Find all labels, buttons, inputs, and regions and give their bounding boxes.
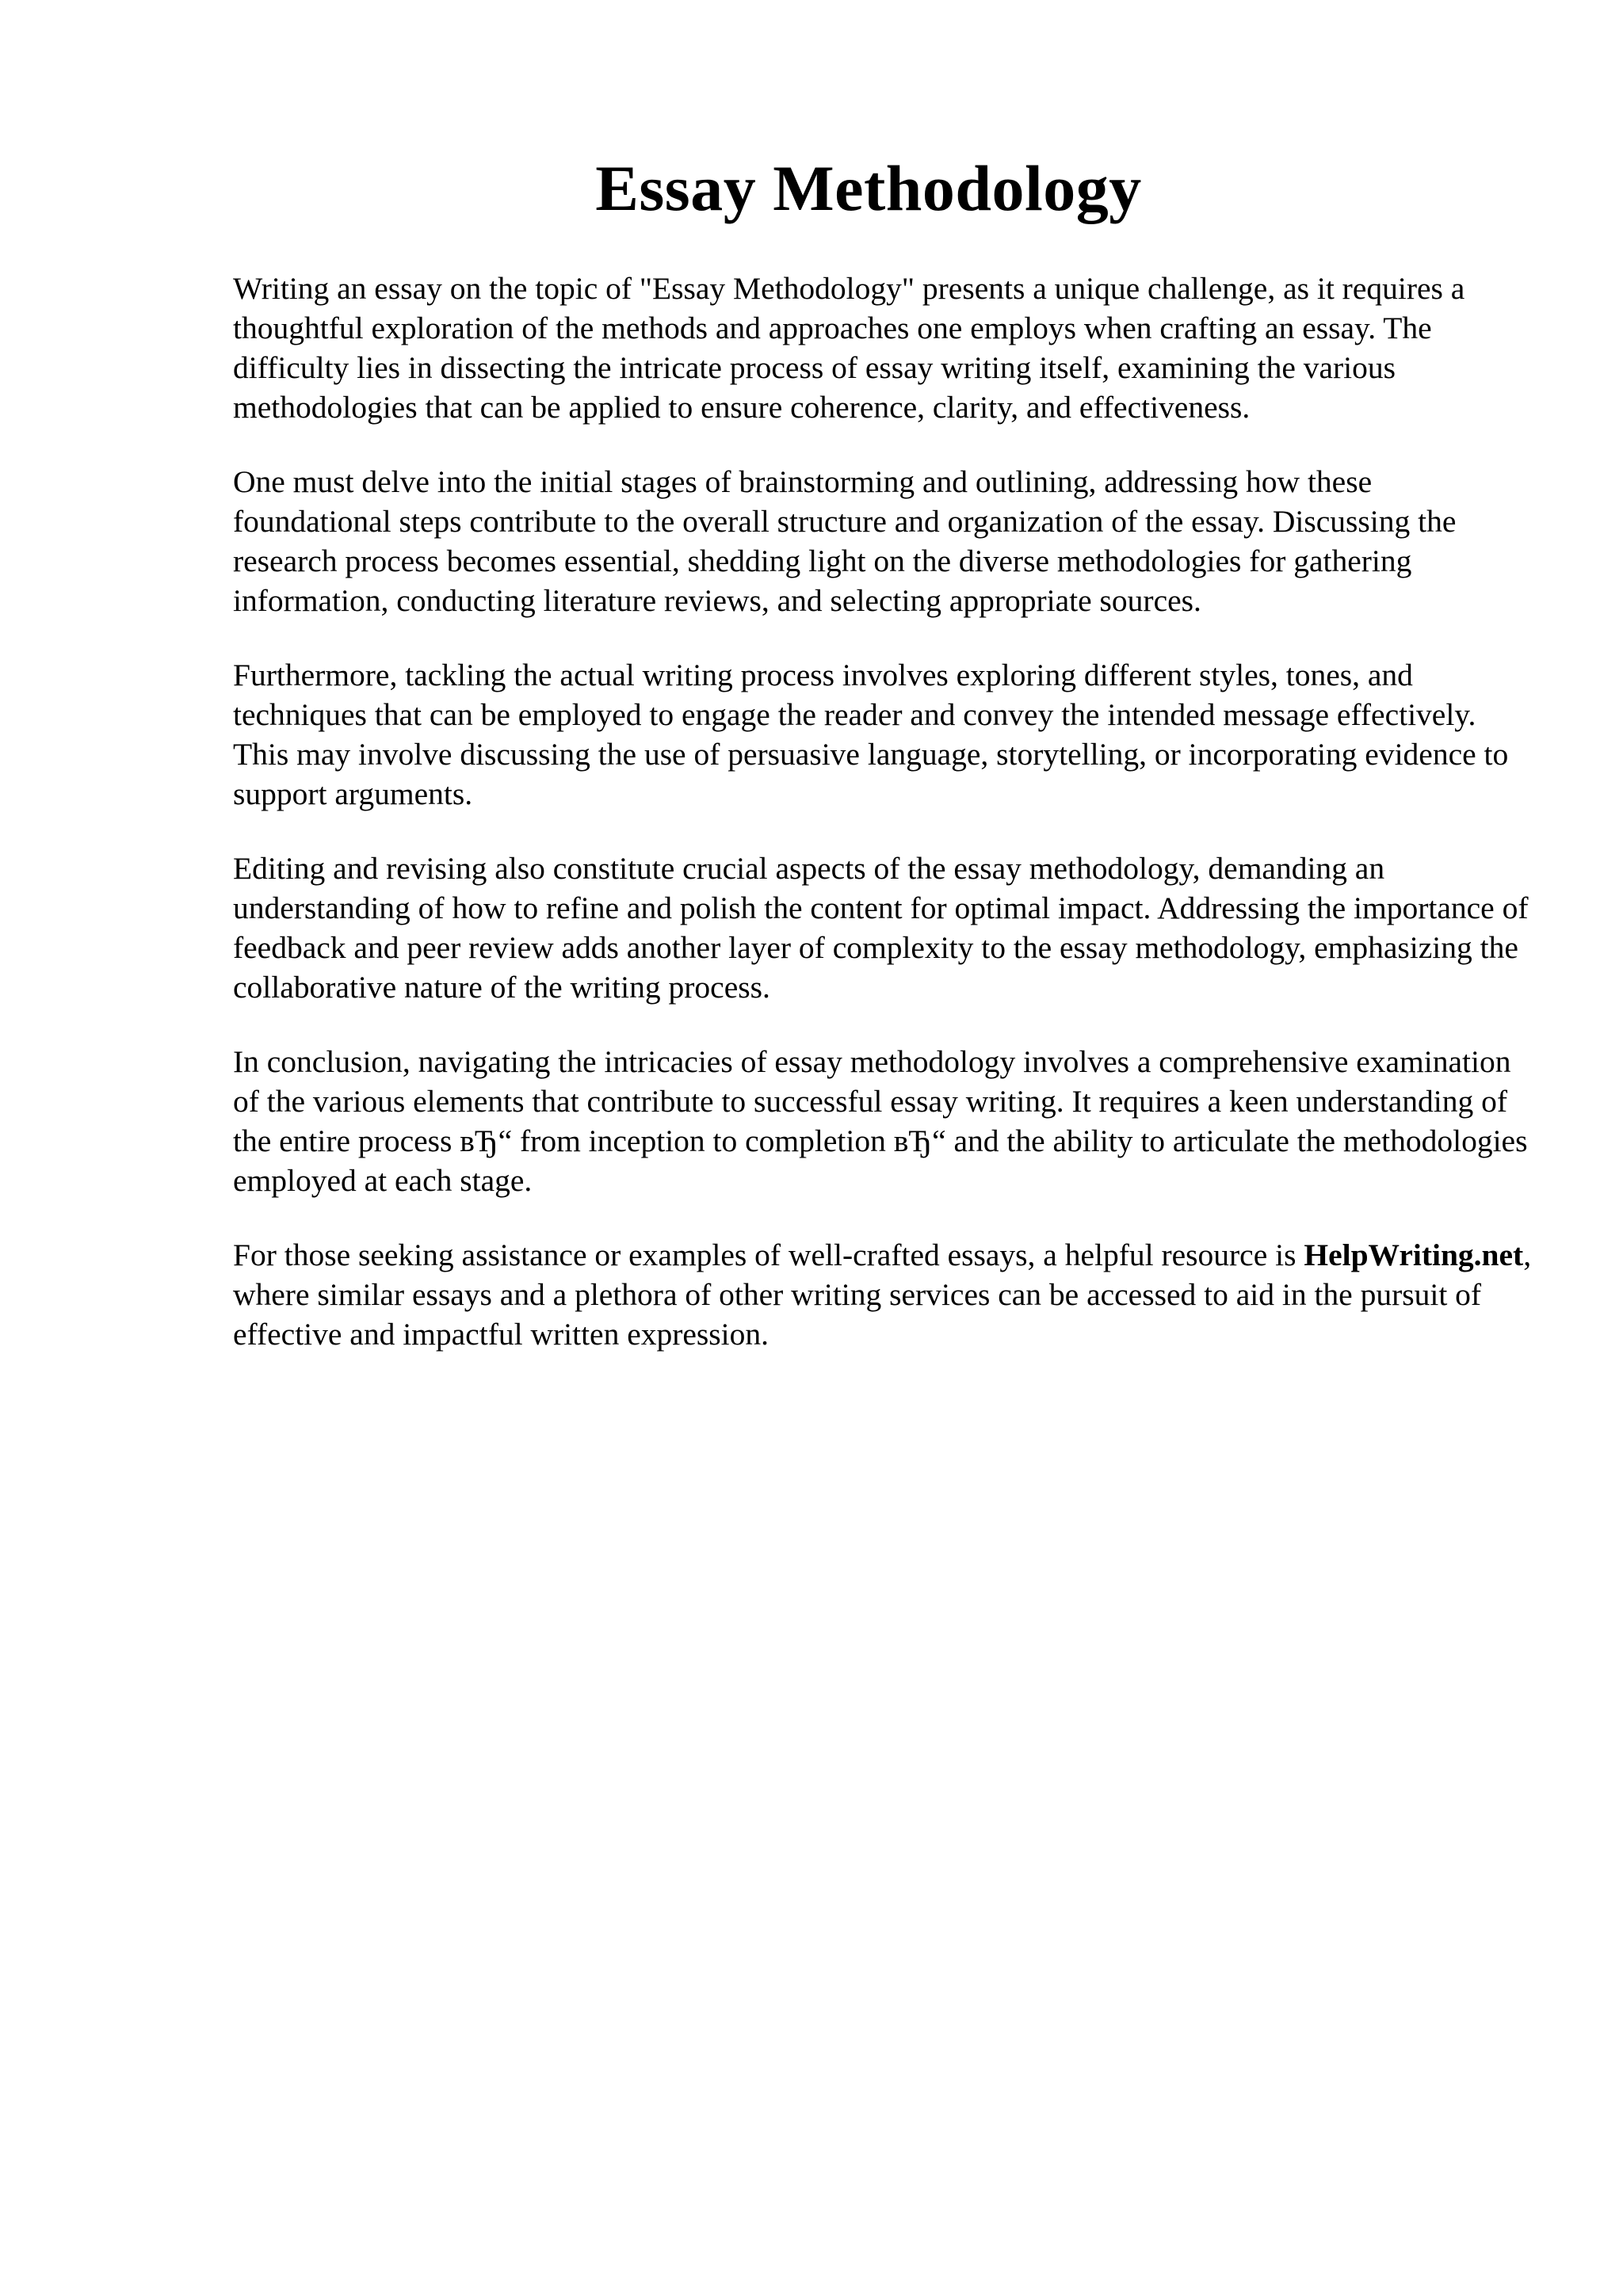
paragraph-brainstorming: One must delve into the initial stages of brainstorming and outlining, addressing how these foundational steps contribute to the overall structure and organization of the essay. Discussing the research process becomes essential, shedding light on the diverse methodologies for gathering information, conducting literature reviews, and selecting appropriate sources. bbox=[233, 464, 1457, 618]
resource-brand-name: HelpWriting.net bbox=[1304, 1238, 1524, 1272]
page-title: Essay Methodology bbox=[595, 152, 1142, 224]
resource-text-after: , where similar essays and a plethora of other writing services can be accessed to aid in the pursuit of effective and impactful written expression. bbox=[233, 1238, 1532, 1352]
paragraph-conclusion: In conclusion, navigating the intricacies of essay methodology involves a comprehensive examination of the various elements that contribute to successful essay writing. It requires a keen understanding of the entire process вЂ“ from inception to completion вЂ“ and the ability to articulate the methodologies employed at each stage. bbox=[233, 1044, 1528, 1198]
paragraph-resource bbox=[233, 1235, 1533, 1354]
paragraph-intro: Writing an essay on the topic of "Essay Methodology" presents a unique challenge, as it requires a thoughtful exploration of the methods and approaches one employs when crafting an essay. The difficulty lies in dissecting the intricate process of essay writing itself, examining the various methodologies that can be applied to ensure coherence, clarity, and effectiveness. bbox=[233, 271, 1465, 425]
document-body bbox=[233, 269, 1533, 1389]
paragraph-writing-process: Furthermore, tackling the actual writing process involves exploring different styles, tones, and techniques that can be employed to engage the reader and convey the intended message effectively. This may involve discussing the use of persuasive language, storytelling, or incorporating evidence to support arguments. bbox=[233, 658, 1509, 811]
paragraph-editing: Editing and revising also constitute crucial aspects of the essay methodology, demanding an understanding of how to refine and polish the content for optimal impact. Addressing the importance of feedback and peer review adds another layer of complexity to the essay methodology, emphasizing the collaborative nature of the writing process. bbox=[233, 851, 1529, 1005]
resource-text-before: For those seeking assistance or examples of well-crafted essays, a helpful resource is bbox=[233, 1238, 1304, 1272]
